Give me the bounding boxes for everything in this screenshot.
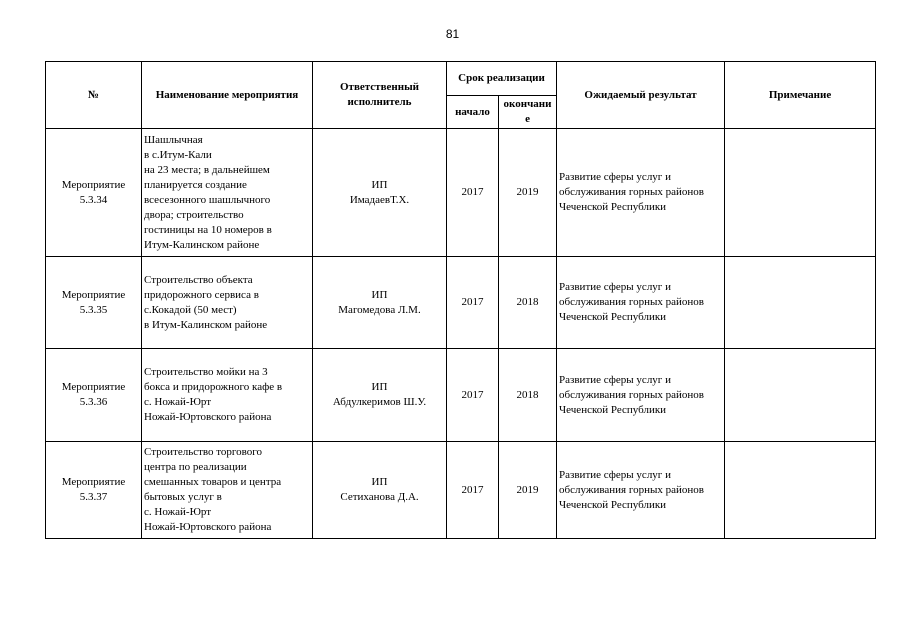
table-row bbox=[46, 129, 876, 257]
row-start: 2017 bbox=[447, 129, 499, 257]
header-start: начало bbox=[447, 96, 499, 129]
row-end: 2018 bbox=[499, 257, 557, 349]
row-executor: ИП Сетиханова Д.А. bbox=[313, 442, 447, 539]
row-note bbox=[725, 442, 876, 539]
table-row bbox=[46, 349, 876, 442]
row-end: 2018 bbox=[499, 349, 557, 442]
header-executor: Ответственный исполнитель bbox=[313, 62, 447, 129]
table-row bbox=[46, 442, 876, 539]
table-row bbox=[46, 257, 876, 349]
page-number: 81 bbox=[445, 27, 460, 41]
row-number: Мероприятие 5.3.34 bbox=[46, 129, 142, 257]
row-note bbox=[725, 349, 876, 442]
row-end: 2019 bbox=[499, 129, 557, 257]
row-name: Строительство объекта придорожного сервиса в с.Кокадой (50 мест) в Итум-Калинском районе bbox=[142, 257, 313, 349]
header-number: № bbox=[46, 62, 142, 129]
row-result: Развитие сферы услуг и обслуживания горных районов Чеченской Республики bbox=[557, 442, 725, 539]
row-result: Развитие сферы услуг и обслуживания горных районов Чеченской Республики bbox=[557, 129, 725, 257]
header-end: окончани е bbox=[499, 96, 557, 129]
header-note: Примечание bbox=[725, 62, 876, 129]
header-result: Ожидаемый результат bbox=[557, 62, 725, 129]
row-note bbox=[725, 257, 876, 349]
header-name: Наименование мероприятия bbox=[142, 62, 313, 129]
row-name: Строительство торгового центра по реализации смешанных товаров и центра бытовых услуг в с. Ножай-Юрт Ножай-Юртовского района bbox=[142, 442, 313, 539]
row-start: 2017 bbox=[447, 442, 499, 539]
row-end: 2019 bbox=[499, 442, 557, 539]
row-executor: ИП Магомедова Л.М. bbox=[313, 257, 447, 349]
row-executor: ИП Абдулкеримов Ш.У. bbox=[313, 349, 447, 442]
row-name: Шашлычная в с.Итум-Кали на 23 места; в дальнейшем планируется создание всесезонного шашлычного двора; строительство гостиницы на 10 номеров в Итум-Калинском районе bbox=[142, 129, 313, 257]
row-start: 2017 bbox=[447, 257, 499, 349]
header-term: Срок реализации bbox=[447, 62, 557, 96]
row-number: Мероприятие 5.3.37 bbox=[46, 442, 142, 539]
row-name: Строительство мойки на 3 бокса и придорожного кафе в с. Ножай-Юрт Ножай-Юртовского района bbox=[142, 349, 313, 442]
row-start: 2017 bbox=[447, 349, 499, 442]
row-note bbox=[725, 129, 876, 257]
row-result: Развитие сферы услуг и обслуживания горных районов Чеченской Республики bbox=[557, 349, 725, 442]
measures-table bbox=[45, 61, 876, 539]
row-executor: ИП ИмадаевТ.Х. bbox=[313, 129, 447, 257]
row-result: Развитие сферы услуг и обслуживания горных районов Чеченской Республики bbox=[557, 257, 725, 349]
row-number: Мероприятие 5.3.35 bbox=[46, 257, 142, 349]
row-number: Мероприятие 5.3.36 bbox=[46, 349, 142, 442]
